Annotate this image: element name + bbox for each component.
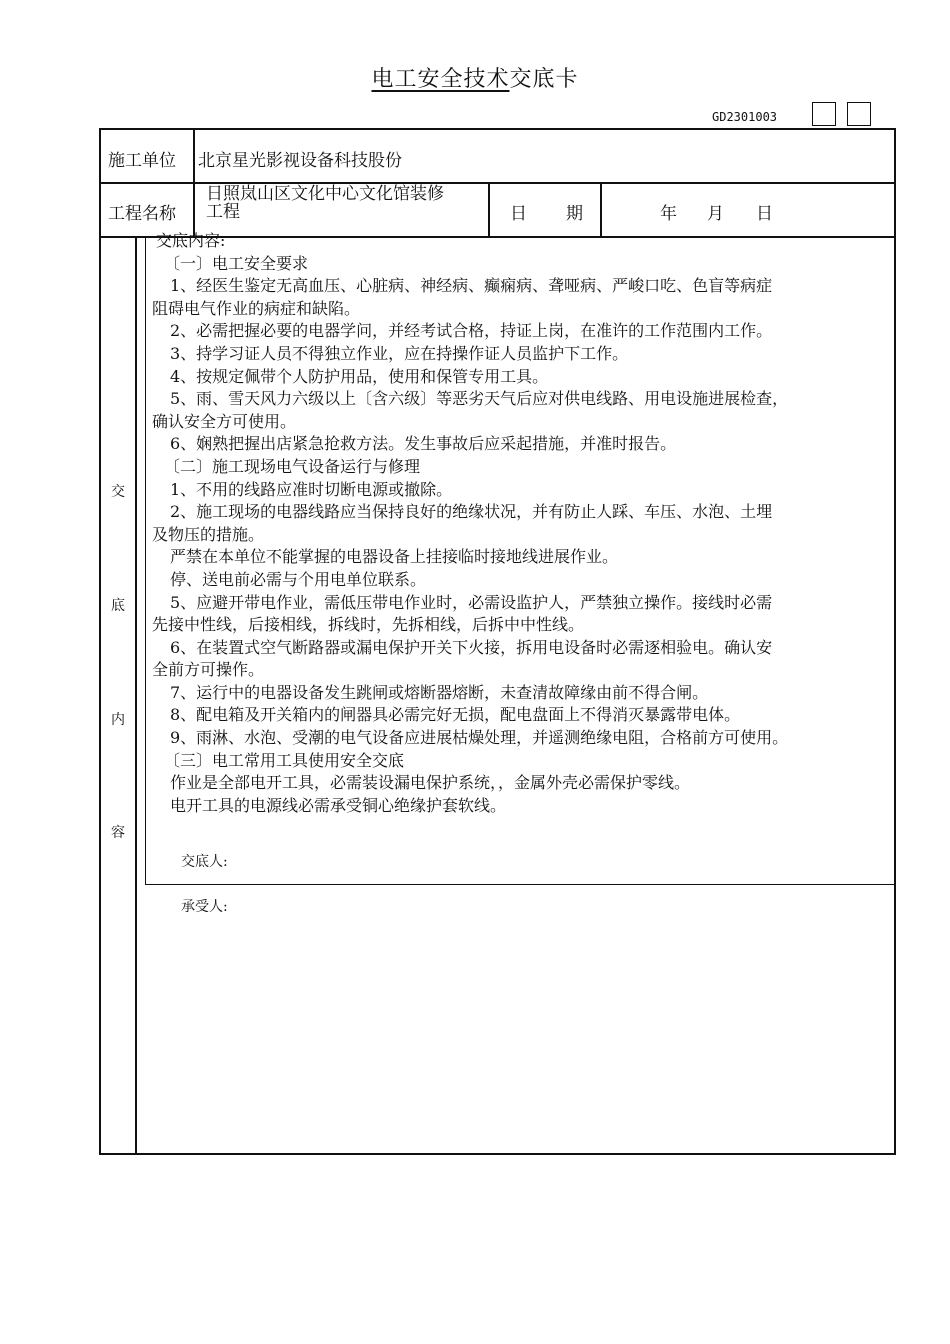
document-code: GD2301003 (712, 110, 778, 124)
discloser-label: 交底人: (181, 854, 228, 870)
date-label-left-divider (488, 182, 490, 237)
label-column-divider (193, 128, 195, 237)
disclosure-content (152, 230, 897, 817)
side-label-char: 内 (111, 712, 125, 728)
project-value (206, 185, 444, 221)
date-month: 月 (707, 204, 724, 224)
project-label: 工程名称 (108, 204, 176, 224)
date-label-char-2: 期 (566, 204, 583, 224)
section-heading: 〔三〕电工常用工具使用安全交底 (164, 750, 405, 770)
content-line: 9、雨淋、水泡、受潮的电气设备应进展枯燥处理，并遥测绝缘电阻，合格前方可使用。 (170, 728, 789, 748)
content-line: 8、配电箱及开关箱内的闸器具必需完好无损，配电盘面上不得消灭暴露带电体。 (170, 705, 741, 725)
content-line: 5、雨、雪天风力六级以上〔含六级〕等恶劣天气后应对供电线路、用电设施进展检查， (170, 389, 789, 409)
project-value-line2: 工程 (206, 202, 240, 222)
content-line: 6、娴熟把握出店紧急抢救方法。发生事故后应采起措施，并准时报告。 (170, 434, 677, 454)
content-line: 先接中性线，后接相线，拆线时，先拆相线，后拆中中性线。 (152, 615, 585, 635)
content-line: 6、在装置式空气断路器或漏电保护开关下火接，拆用电设备时必需逐相验电。确认安 (170, 637, 773, 657)
content-line: 确认安全方可使用。 (152, 411, 297, 431)
date-label-char-1: 日 (510, 204, 527, 224)
content-line: 及物压的措施。 (152, 524, 265, 544)
content-line: 阻碍电气作业的病症和缺陷。 (152, 298, 361, 318)
table-border-top (99, 128, 896, 130)
content-line: 3、持学习证人员不得独立作业，应在持操作证人员监护下工作。 (170, 343, 629, 363)
title-underlined-part: 电工安全技术 (371, 67, 510, 92)
content-line: 2、施工现场的电器线路应当保持良好的绝缘状况，并有防止人踩、车压、水泡、土埋 (170, 502, 773, 522)
side-label-char: 容 (111, 825, 125, 841)
content-line: 5、应避开带电作业，需低压带电作业时，必需设监护人，严禁独立操作。接线时必需 (170, 592, 773, 612)
content-line: 1、不用的线路应准时切断电源或撤除。 (170, 479, 453, 499)
date-value-left-divider (600, 182, 602, 237)
content-line: 7、运行中的电器设备发生跳闸或熔断器熔断，未查清故障缘由前不得合闸。 (170, 682, 709, 702)
receiver-label: 承受人: (181, 899, 228, 915)
content-line: 4、按规定佩带个人防护用品，使用和保管专用工具。 (170, 366, 549, 386)
side-column-divider (135, 236, 137, 1154)
content-line: 2、必需把握必要的电器学问，并经考试合格，持证上岗，在准许的工作范围内工作。 (170, 321, 773, 341)
content-line: 作业是全部电开工具，必需装设漏电保护系统，，金属外壳必需保护零线。 (170, 773, 691, 793)
checkbox-1[interactable] (812, 102, 836, 126)
content-heading: 交底内容: (156, 231, 226, 250)
unit-value: 北京星光影视设备科技股份 (198, 151, 402, 171)
content-line: 停、送电前必需与个用电单位联系。 (170, 569, 427, 589)
table-border-left (99, 128, 101, 1154)
section-heading: 〔二〕施工现场电气设备运行与修理 (164, 456, 421, 476)
content-line: 电开工具的电源线必需承受铜心绝缘护套软线。 (170, 795, 507, 815)
content-line: 1、经医生鉴定无高血压、心脏病、神经病、癫痫病、聋哑病、严峻口吃、色盲等病症 (170, 276, 773, 296)
document-title (0, 62, 950, 93)
table-border-bottom (99, 1153, 896, 1155)
side-label-char: 交 (111, 484, 125, 500)
section-heading: 〔一〕电工安全要求 (164, 253, 309, 273)
content-line: 全前方可操作。 (152, 660, 265, 680)
project-value-line1: 日照岚山区文化中心文化馆装修 (206, 184, 444, 204)
date-year: 年 (660, 204, 677, 224)
checkbox-2[interactable] (847, 102, 871, 126)
title-rest-part: 交底卡 (509, 67, 579, 92)
unit-label: 施工单位 (108, 151, 176, 171)
content-line: 严禁在本单位不能掌握的电器设备上挂接临时接地线进展作业。 (170, 547, 619, 567)
side-label-char: 底 (111, 598, 125, 614)
date-day: 日 (756, 204, 773, 224)
